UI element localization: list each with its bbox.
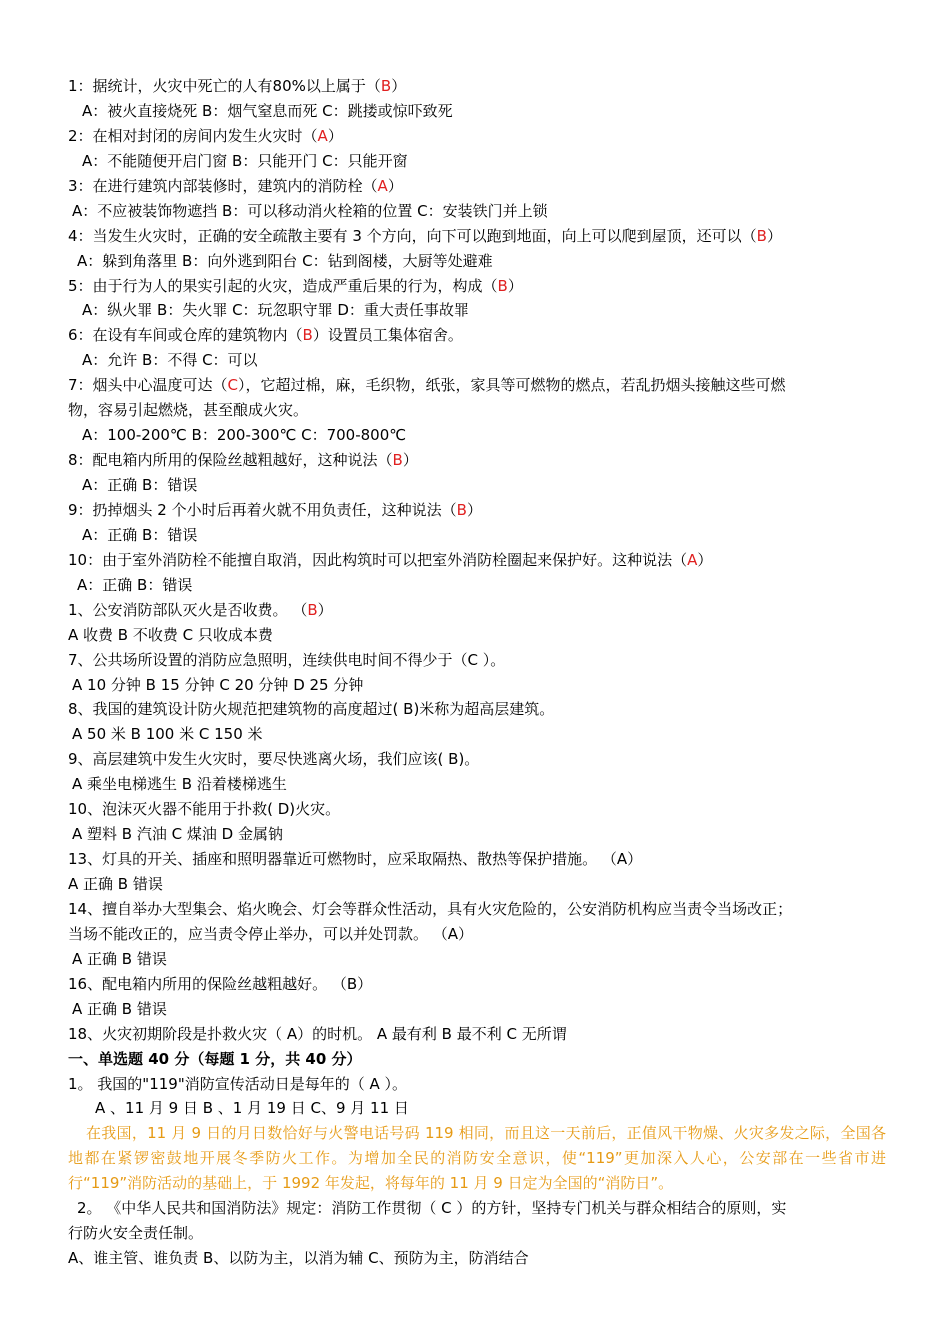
line-text: A 、11 月 9 日 B 、1 月 19 日 C、9 月 11 日 — [95, 1099, 409, 1118]
line-text: 5：由于行为人的果实引起的火灾，造成严重后果的行为，构成（ — [68, 276, 498, 295]
line-text: 9、高层建筑中发生火灾时，要尽快逃离火场，我们应该( B)。 — [68, 750, 480, 769]
line-text: A：不能随便开启门窗 B：只能开门 C：只能开窗 — [82, 151, 408, 170]
document-page — [0, 74, 950, 1271]
text-line — [0, 348, 950, 373]
text-line — [0, 797, 950, 822]
line-text: 10、泡沫灭火器不能用于扑救( D)火灾。 — [68, 800, 341, 819]
text-line — [0, 1221, 950, 1246]
answer-mark: B — [307, 600, 318, 619]
text-line — [0, 648, 950, 673]
text-line — [0, 598, 950, 623]
text-line — [0, 1072, 950, 1097]
line-text: A 收费 B 不收费 C 只收成本费 — [68, 625, 273, 644]
line-text: 8：配电箱内所用的保险丝越粗越好，这种说法（ — [68, 451, 393, 470]
answer-mark: B — [756, 226, 767, 245]
text-line — [0, 847, 950, 872]
text-line — [0, 373, 950, 398]
answer-mark: C — [227, 376, 239, 395]
line-text: ） — [391, 77, 407, 95]
line-text: 13、灯具的开关、插座和照明器靠近可燃物时，应采取隔热、散热等保护措施。 （A） — [68, 850, 643, 869]
line-text: A、谁主管、谁负责 B、以防为主，以消为辅 C、预防为主，防消结合 — [68, 1249, 529, 1268]
answer-mark: A — [687, 550, 698, 569]
line-text: ）设置员工集体宿舍。 — [312, 326, 463, 345]
text-line — [0, 199, 950, 224]
text-line — [0, 623, 950, 648]
answer-mark: A — [317, 126, 328, 145]
text-line — [0, 1196, 950, 1221]
line-text: ） — [697, 550, 713, 569]
line-text: A：躲到角落里 B：向外逃到阳台 C：钻到阁楼，大厨等处避难 — [77, 251, 493, 270]
line-text: 3：在进行建筑内部装修时，建筑内的消防栓（ — [68, 176, 378, 195]
line-text: 行防火安全责任制。 — [68, 1224, 204, 1243]
line-text: 14、擅自举办大型集会、焰火晚会、灯会等群众性活动，具有火灾危险的，公安消防机构应当责令当场改正； — [68, 899, 793, 918]
text-line — [0, 972, 950, 997]
line-text: A：100-200℃ B：200-300℃ C：700-800℃ — [82, 426, 407, 445]
line-text: 一、单选题 40 分（每题 1 分，共 40 分） — [68, 1049, 362, 1068]
line-text: A 50 米 B 100 米 C 150 米 — [72, 725, 263, 744]
text-line — [0, 99, 950, 124]
line-text: 2。 《中华人民共和国消防法》规定：消防工作贯彻（ C ）的方针，坚持专门机关与群众相结合的原则，实 — [77, 1199, 787, 1218]
text-line — [0, 124, 950, 149]
text-line — [0, 897, 950, 922]
line-text: ） — [507, 276, 523, 295]
text-line — [0, 548, 950, 573]
text-line — [0, 722, 950, 747]
line-text: A：被火直接烧死 B：烟气窒息而死 C：跳搂或惊吓致死 — [82, 101, 453, 120]
text-line — [0, 448, 950, 473]
line-text: A：正确 B：错误 — [82, 476, 198, 494]
text-line — [0, 573, 950, 598]
line-text: 物，容易引起燃烧，甚至酿成火灾。 — [68, 401, 309, 420]
line-text: A：正确 B：错误 — [77, 575, 193, 594]
answer-mark: B — [497, 276, 508, 295]
text-line — [0, 697, 950, 722]
line-text: A 正确 B 错误 — [72, 949, 167, 968]
line-text: 16、配电箱内所用的保险丝越粗越好。 （B） — [68, 974, 373, 993]
text-line — [0, 1096, 950, 1121]
line-text: A 乘坐电梯逃生 B 沿着楼梯逃生 — [72, 775, 287, 794]
text-line — [0, 298, 950, 323]
text-line — [0, 1047, 950, 1072]
line-text: ），它超过棉，麻，毛织物，纸张，家具等可燃物的燃点，若乱扔烟头接触这些可燃 — [238, 376, 786, 395]
explanation-note: 在我国，11 月 9 日的月日数恰好与火警电话号码 119 相同，而且这一天前后，正值风干物燥、火灾多发之际，全国各地都在紧锣密鼓地开展冬季防火工作。为增加全民的消防安全意识，使“119”更加深入人心，公安部在一些省市进行“119”消防活动的基础上，于 1992 年发起，将每年的 11 月 9 日定为全国的“消防日”。 — [68, 1124, 886, 1193]
line-text: ） — [327, 126, 343, 145]
line-text: 1、公安消防部队灭火是否收费。 （ — [68, 600, 308, 619]
text-line — [0, 149, 950, 174]
text-line — [0, 1022, 950, 1047]
answer-mark: B — [302, 326, 313, 345]
line-text: ） — [317, 600, 333, 619]
text-line — [0, 922, 950, 947]
text-line — [0, 1246, 950, 1271]
text-line — [0, 174, 950, 199]
line-text: ） — [402, 451, 418, 470]
text-line — [0, 947, 950, 972]
line-text: 8、我国的建筑设计防火规范把建筑物的高度超过( B)米称为超高层建筑。 — [68, 700, 555, 719]
text-line — [0, 398, 950, 423]
text-line — [0, 822, 950, 847]
answer-mark: B — [392, 451, 403, 470]
text-line — [0, 872, 950, 897]
line-text: ） — [766, 226, 782, 245]
answer-mark: B — [380, 77, 392, 95]
text-line — [0, 498, 950, 523]
text-line — [0, 423, 950, 448]
line-text: A：纵火罪 B：失火罪 C：玩忽职守罪 D：重大责任事故罪 — [82, 301, 469, 320]
text-line — [0, 274, 950, 299]
text-line — [0, 249, 950, 274]
line-text: A 塑料 B 汽油 C 煤油 D 金属钠 — [72, 825, 283, 844]
line-text: 7：烟头中心温度可达（ — [68, 376, 228, 395]
line-text: 7、公共场所设置的消防应急照明，连续供电时间不得少于（C ）。 — [68, 650, 506, 669]
line-text: A 正确 B 错误 — [72, 999, 167, 1018]
line-text: 6：在设有车间或仓库的建筑物内（ — [68, 326, 303, 345]
text-line — [0, 772, 950, 797]
text-line — [0, 224, 950, 249]
text-line — [0, 323, 950, 348]
answer-mark: A — [377, 176, 388, 195]
answer-mark: B — [456, 500, 467, 519]
line-text: 2：在相对封闭的房间内发生火灾时（ — [68, 126, 318, 145]
line-text: 1。 我国的"119"消防宣传活动日是每年的（ A ）。 — [68, 1074, 408, 1093]
line-text: ） — [466, 500, 482, 519]
line-text: A：允许 B：不得 C：可以 — [82, 351, 258, 370]
line-text: A 10 分钟 B 15 分钟 C 20 分钟 D 25 分钟 — [72, 675, 364, 694]
text-line — [0, 523, 950, 548]
line-text: 10：由于室外消防栓不能擅自取消，因此构筑时可以把室外消防栓圈起来保护好。这种说法（ — [68, 550, 688, 569]
line-text: 18、火灾初期阶段是扑救火灾（ A）的时机。 A 最有利 B 最不利 C 无所谓 — [68, 1024, 567, 1043]
line-text: 9：扔掉烟头 2 个小时后再着火就不用负责任，这种说法（ — [68, 500, 457, 519]
text-line — [0, 673, 950, 698]
text-line — [0, 747, 950, 772]
text-line — [0, 74, 950, 99]
question-list — [0, 74, 950, 1121]
line-text: A：正确 B：错误 — [82, 525, 198, 544]
text-line — [0, 997, 950, 1022]
line-text: A：不应被装饰物遮挡 B：可以移动消火栓箱的位置 C：安装铁门并上锁 — [72, 201, 548, 220]
line-text: A 正确 B 错误 — [68, 875, 163, 893]
question-list-tail — [0, 1196, 950, 1271]
line-text: ） — [387, 176, 403, 195]
line-text: 1：据统计，火灾中死亡的人有80%以上属于（ — [68, 77, 381, 95]
line-text: 4：当发生火灾时，正确的安全疏散主要有 3 个方向，向下可以跑到地面，向上可以爬到屋顶，还可以（ — [68, 226, 757, 245]
text-line — [0, 473, 950, 498]
line-text: 当场不能改正的，应当责令停止举办，可以并处罚款。 （A） — [68, 924, 474, 943]
